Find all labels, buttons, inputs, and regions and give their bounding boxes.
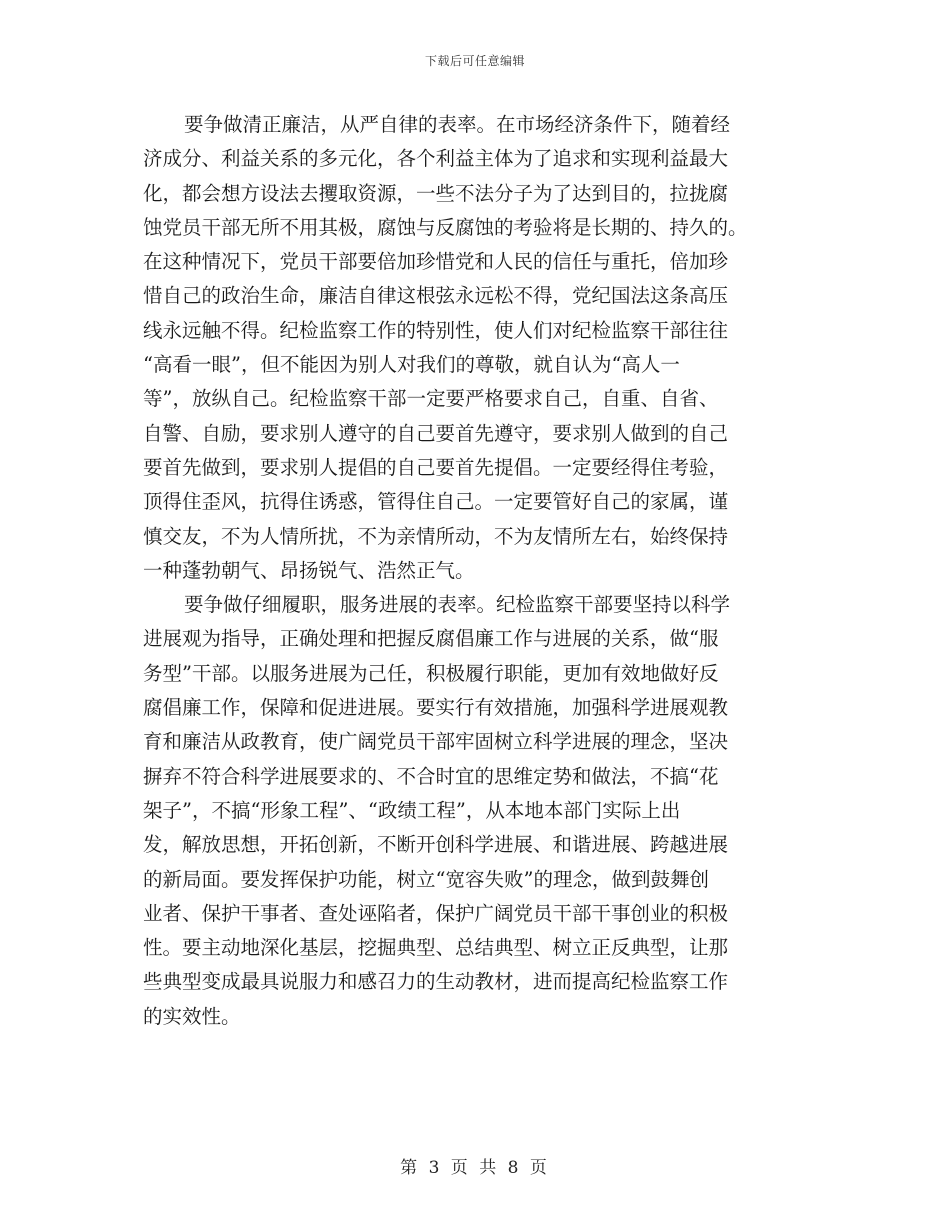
page-header: 下载后可任意编辑 (424, 54, 525, 68)
paragraph-2-line-7: 架子”，不搞“形象工程”、“政绩工程”，从本地本部门实际上出 (143, 798, 681, 822)
document-body (143, 108, 808, 1034)
paragraph-1-line-14: 一种蓬勃朝气、昂扬锐气、浩然正气。 (143, 558, 475, 582)
paragraph-1-line-13: 慎交友，不为人情所扰，不为亲情所动，不为友情所左右，始终保持 (143, 524, 729, 548)
paragraph-2-line-8: 发，解放思想，开拓创新，不断开创科学进展、和谐进展、跨越进展 (143, 833, 729, 857)
paragraph-1-line-1: 要争做清正廉洁，从严自律的表率。在市场经济条件下，随着经 (184, 113, 731, 136)
paragraph-2-line-1: 要争做仔细履职，服务进展的表率。纪检监察干部要坚持以科学 (184, 593, 731, 617)
paragraph-2-line-10: 业者、保护干事者、查处诬陷者，保护广阔党员干部干事创业的积极 (143, 901, 729, 925)
paragraph-1-line-9: 等”，放纵自己。纪检监察干部一定要严格要求自己，自重、自省、 (143, 387, 719, 411)
paragraph-2-line-4: 腐倡廉工作，保障和促进进展。要实行有效措施，加强科学进展观教 (143, 696, 729, 720)
paragraph-2-line-12: 些典型变成最具说服力和感召力的生动教材，进而提高纪检监察工作 (143, 970, 729, 994)
page-footer: 第 3 页 共 8 页 (400, 1158, 550, 1178)
paragraph-1-line-12: 顶得住歪风，抗得住诱惑，管得住自己。一定要管好自己的家属，谨 (143, 490, 729, 514)
paragraph-1-line-4: 蚀党员干部无所不用其极，腐蚀与反腐蚀的考验将是长期的、持久的。 (143, 215, 748, 239)
paragraph-2-line-13: 的实效性。 (143, 1004, 241, 1028)
paragraph-2-line-11: 性。要主动地深化基层，挖掘典型、总结典型、树立正反典型，让那 (143, 936, 729, 960)
paragraph-1-line-3: 化，都会想方设法去攫取资源，一些不法分子为了达到目的，拉拢腐 (143, 181, 729, 205)
paragraph-2-line-6: 摒弃不符合科学进展要求的、不合时宜的思维定势和做法，不搞“花 (143, 764, 719, 788)
paragraph-1-line-6: 惜自己的政治生命，廉洁自律这根弦永远松不得，党纪国法这条高压 (143, 284, 729, 308)
paragraph-1-line-2: 济成分、利益关系的多元化，各个利益主体为了追求和实现利益最大 (143, 147, 729, 171)
paragraph-1-line-10: 自警、自励，要求别人遵守的自己要首先遵守，要求别人做到的自己 (143, 421, 729, 445)
paragraph-2-line-3: 务型”干部。以服务进展为己任，积极履行职能，更加有效地做好反 (143, 661, 719, 685)
paragraph-1-line-5: 在这种情况下，党员干部要倍加珍惜党和人民的信任与重托，倍加珍 (143, 250, 729, 274)
paragraph-1-line-11: 要首先做到，要求别人提倡的自己要首先提倡。一定要经得住考验， (143, 455, 729, 479)
paragraph-1-line-7: 线永远触不得。纪检监察工作的特别性，使人们对纪检监察干部往往 (143, 318, 729, 342)
paragraph-1-line-8: “高看一眼”，但不能因为别人对我们的尊敬，就自认为“高人一 (143, 353, 680, 377)
paragraph-2-line-9: 的新局面。要发挥保护功能，树立“宽容失败”的理念，做到鼓舞创 (143, 867, 709, 891)
paragraph-2-line-2: 进展观为指导，正确处理和把握反腐倡廉工作与进展的关系，做“服 (143, 627, 719, 651)
paragraph-2-line-5: 育和廉洁从政教育，使广阔党员干部牢固树立科学进展的理念，坚决 (143, 730, 729, 754)
